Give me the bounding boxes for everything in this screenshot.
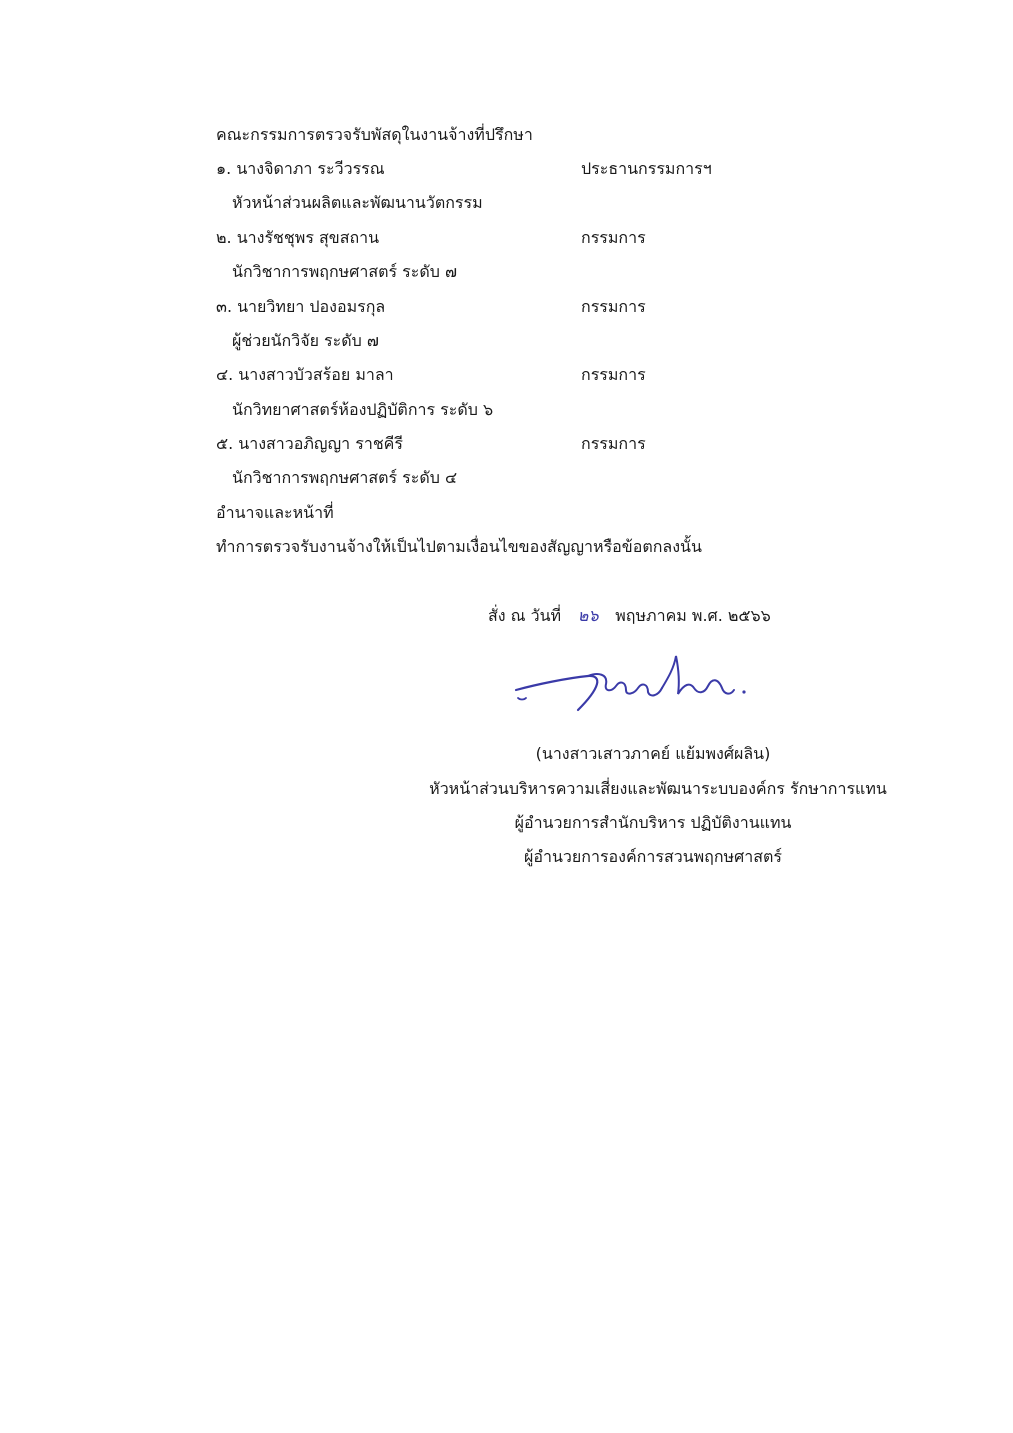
- order-date-prefix: สั่ง ณ วันที่: [488, 606, 562, 625]
- member-role: ประธานกรรมการฯ: [581, 159, 712, 178]
- signatory-name: (นางสาวเสาวภาคย์ แย้มพงศ์ผลิน): [535, 744, 771, 763]
- signatory-title-2: ผู้อำนวยการสำนักบริหาร ปฏิบัติงานแทน: [514, 813, 792, 832]
- member-position: นักวิชาการพฤกษศาสตร์ ระดับ ๗: [232, 262, 458, 281]
- order-date: [488, 605, 771, 627]
- member-position: ผู้ช่วยนักวิจัย ระดับ ๗: [232, 331, 379, 350]
- signatory-title-3: ผู้อำนวยการองค์การสวนพฤกษศาสตร์: [524, 847, 782, 866]
- order-date-day: ๒๖: [577, 606, 599, 625]
- member-role: กรรมการ: [581, 228, 646, 247]
- member-role: กรรมการ: [581, 365, 646, 384]
- member-name: ๕. นางสาวอภิญญา ราชคีรี: [216, 434, 403, 453]
- member-role: กรรมการ: [581, 297, 646, 316]
- committee-heading: คณะกรรมการตรวจรับพัสดุในงานจ้างที่ปรึกษา: [216, 125, 533, 144]
- order-date-month-year: พฤษภาคม พ.ศ. ๒๕๖๖: [615, 606, 771, 625]
- member-position: หัวหน้าส่วนผลิตและพัฒนานวัตกรรม: [232, 193, 483, 212]
- member-role: กรรมการ: [581, 434, 646, 453]
- member-name: ๒. นางรัชชุพร สุขสถาน: [216, 228, 380, 247]
- duties-heading: อำนาจและหน้าที่: [216, 503, 334, 522]
- member-name: ๓. นายวิทยา ปองอมรกุล: [216, 297, 386, 316]
- member-name: ๑. นางจิดาภา ระวีวรรณ: [216, 159, 385, 178]
- member-name: ๔. นางสาวบัวสร้อย มาลา: [216, 365, 394, 384]
- member-position: นักวิชาการพฤกษศาสตร์ ระดับ ๔: [232, 468, 458, 487]
- duties-text: ทำการตรวจรับงานจ้างให้เป็นไปตามเงื่อนไขของสัญญาหรือข้อตกลงนั้น: [216, 537, 702, 556]
- signatory-title-1: หัวหน้าส่วนบริหารความเสี่ยงและพัฒนาระบบองค์กร รักษาการแทน: [429, 779, 887, 798]
- handwritten-signature: [508, 648, 758, 718]
- member-position: นักวิทยาศาสตร์ห้องปฏิบัติการ ระดับ ๖: [232, 400, 494, 419]
